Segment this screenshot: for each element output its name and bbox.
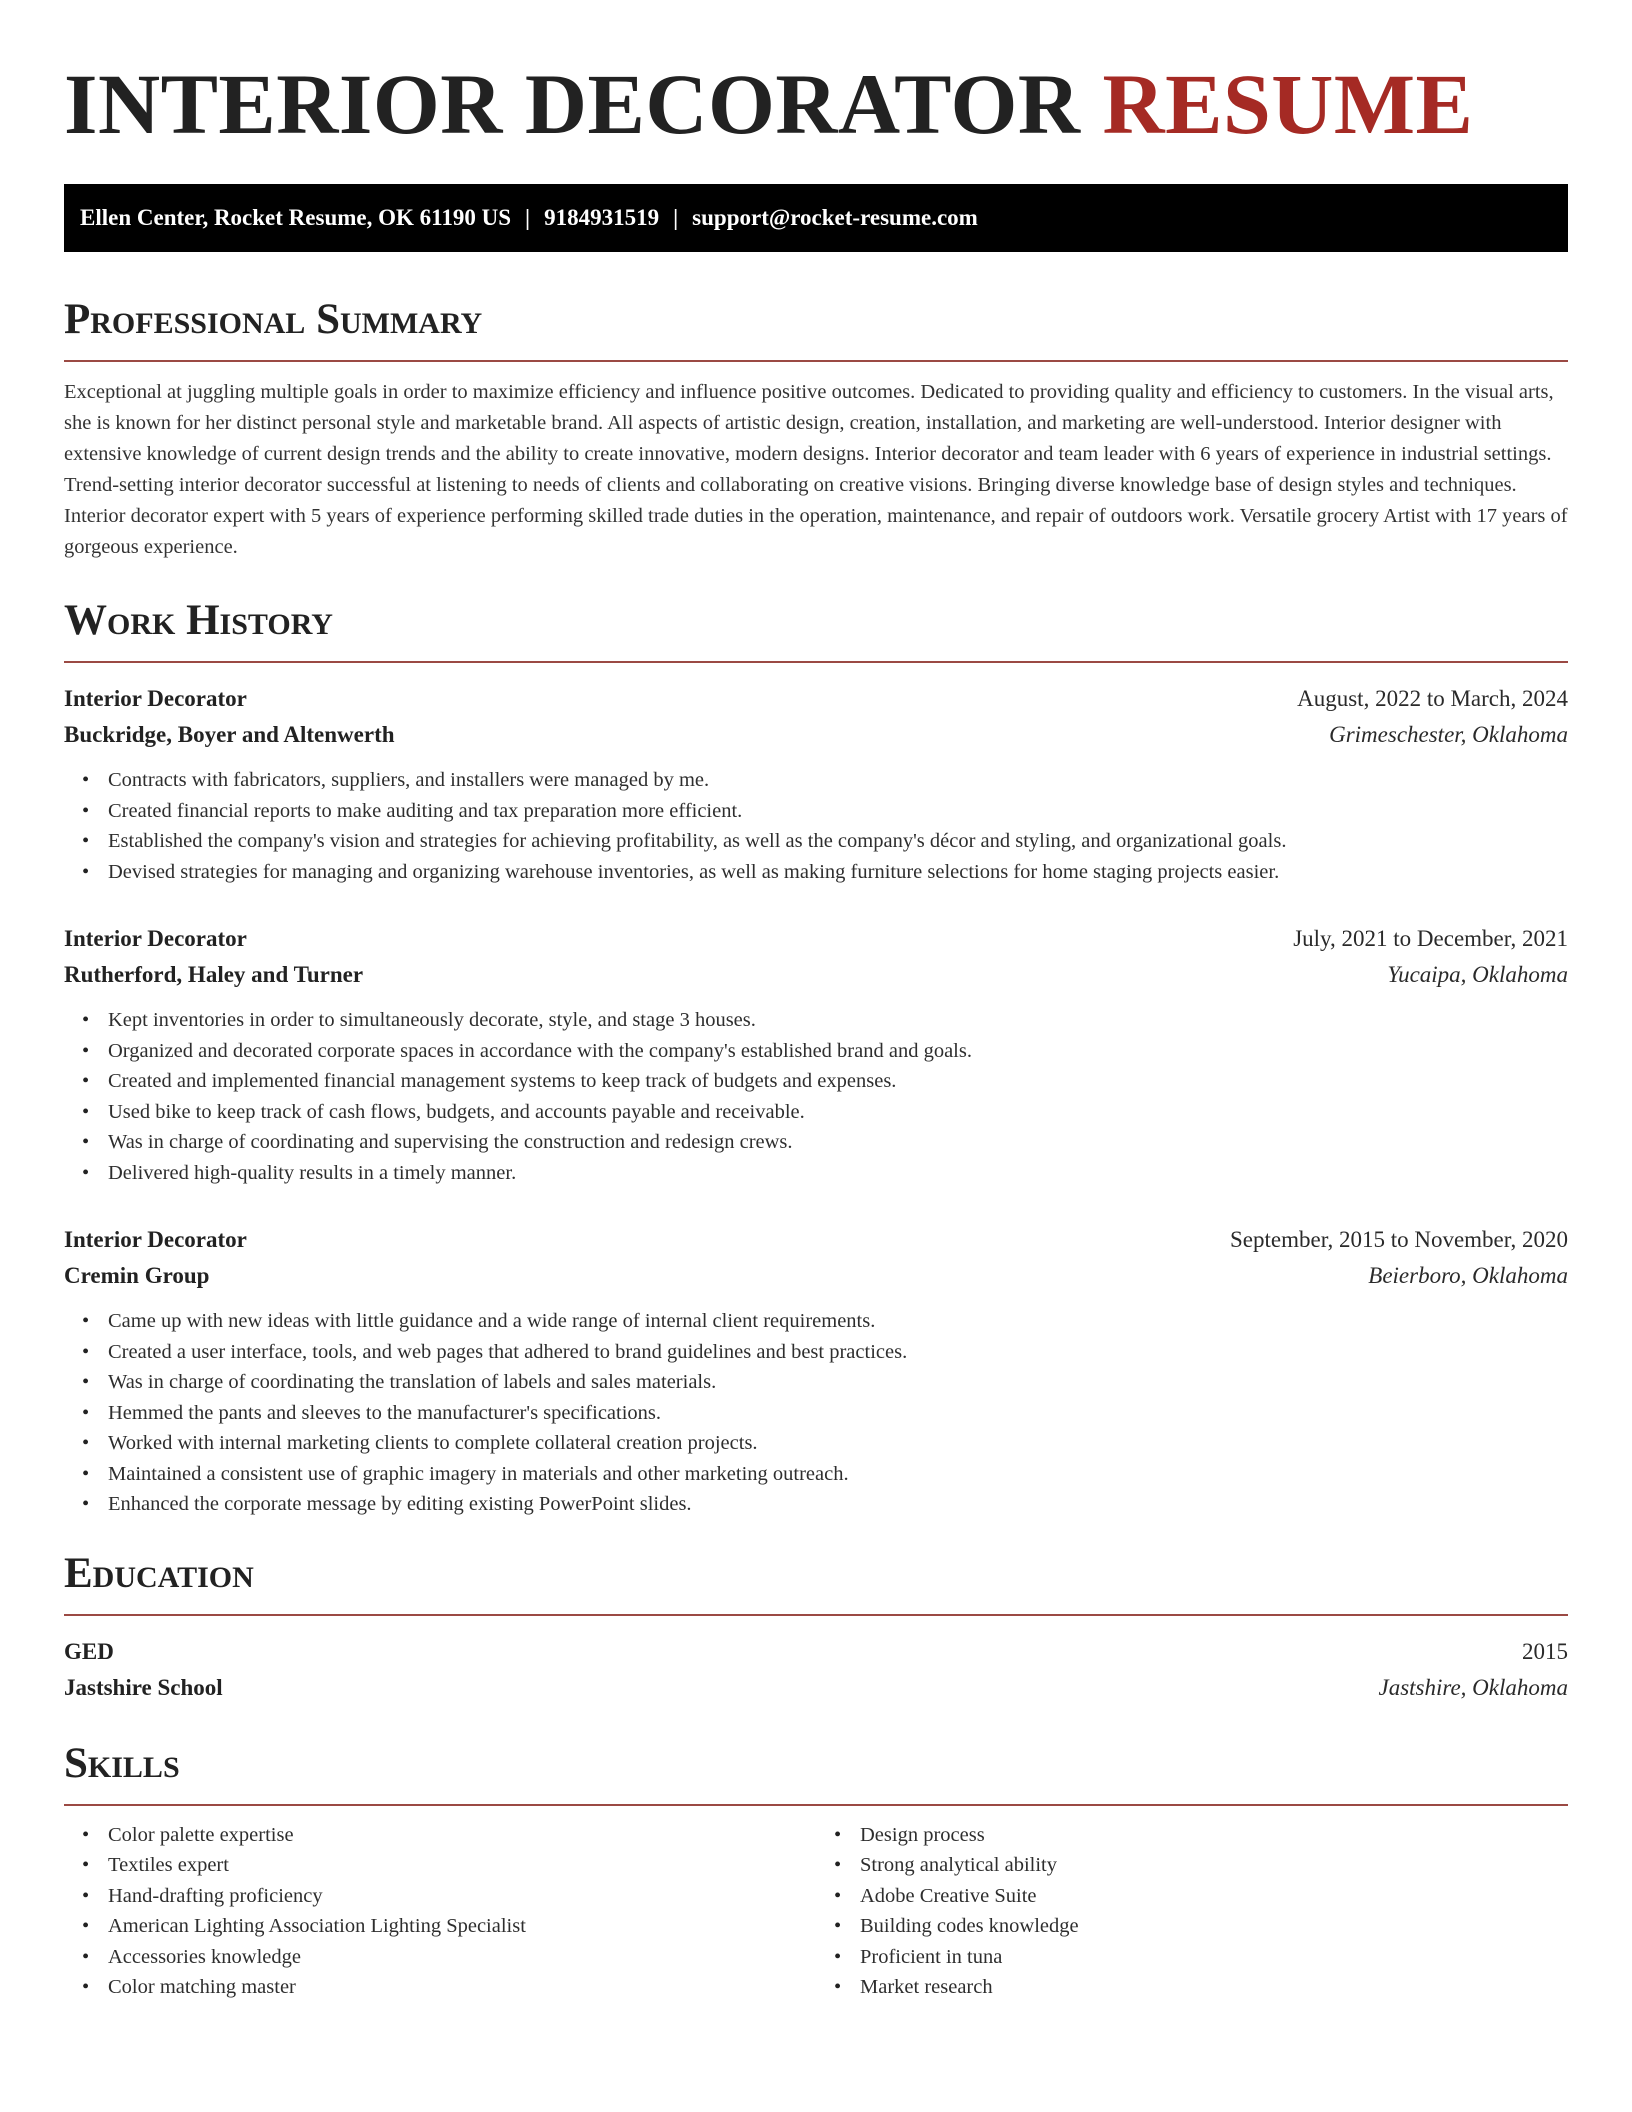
education-school: Jastshire School — [64, 1674, 223, 1700]
job-duty: • Came up with new ideas with little guidance and a wide range of internal client requirements. — [108, 1306, 1568, 1337]
title-accent: RESUME — [1102, 56, 1474, 152]
job-duty: • Enhanced the corporate message by editing existing PowerPoint slides. — [108, 1489, 1568, 1520]
education-degree: GED — [64, 1638, 114, 1664]
skill-item: • Accessories knowledge — [108, 1942, 816, 1973]
job-duty: • Worked with internal marketing clients to complete collateral creation projects. — [108, 1428, 1568, 1459]
skills-list-left — [64, 1820, 816, 2003]
job-dates: July, 2021 to December, 2021 — [1293, 926, 1568, 951]
summary-text: Exceptional at juggling multiple goals in order to maximize efficiency and influence positive outcomes. Dedicated to providing quality and efficiency to customers. In the visual arts, she is known for her distinct personal style and marketable brand. All aspects of artistic design, creation, installation, and marketing are well-understood. Interior designer with extensive knowledge of current design trends and the ability to create innovative, modern designs. Interior decorator and team leader with 6 years of experience in industrial settings. Trend-setting interior decorator successful at listening to needs of clients and collaborating on creative visions. Bringing diverse knowledge base of design styles and techniques. Interior decorator expert with 5 years of experience performing skilled trade duties in the operation, maintenance, and repair of outdoors work. Versatile grocery Artist with 17 years of gorgeous experience. — [64, 381, 1568, 558]
skills-heading: Skills — [64, 1739, 180, 1787]
skill-item: • Adobe Creative Suite — [860, 1881, 1568, 1912]
job-duty: • Maintained a consistent use of graphic imagery in materials and other marketing outreach. — [108, 1459, 1568, 1490]
skill-item: • American Lighting Association Lighting Specialist — [108, 1911, 816, 1942]
job-dates: September, 2015 to November, 2020 — [1230, 1227, 1568, 1252]
skill-item: • Hand-drafting proficiency — [108, 1881, 816, 1912]
skill-item: • Color palette expertise — [108, 1820, 816, 1851]
contact-separator: | — [673, 205, 679, 230]
skill-item: • Textiles expert — [108, 1850, 816, 1881]
summary-section — [64, 294, 1568, 563]
job-location: Grimeschester, Oklahoma — [1329, 722, 1568, 747]
skill-item: • Market research — [860, 1972, 1568, 2003]
contact-bar — [64, 184, 1568, 252]
job-duties-list — [64, 1005, 1568, 1188]
contact-phone: 9184931519 — [544, 205, 660, 230]
job-duty: • Kept inventories in order to simultaneously decorate, style, and stage 3 houses. — [108, 1005, 1568, 1036]
job-company: Rutherford, Haley and Turner — [64, 962, 364, 987]
section-divider — [64, 1804, 1568, 1806]
work-history-section — [64, 595, 1568, 1520]
job-duty: • Was in charge of coordinating the translation of labels and sales materials. — [108, 1367, 1568, 1398]
section-divider — [64, 360, 1568, 362]
job-duty: • Delivered high-quality results in a timely manner. — [108, 1158, 1568, 1189]
job-entry — [64, 681, 1568, 887]
job-title: Interior Decorator — [64, 686, 247, 711]
job-title: Interior Decorator — [64, 926, 247, 951]
job-title: Interior Decorator — [64, 1227, 247, 1252]
job-duty: • Created a user interface, tools, and web pages that adhered to brand guidelines and best practices. — [108, 1337, 1568, 1368]
skills-section — [64, 1738, 1568, 2003]
job-duties-list — [64, 765, 1568, 887]
skill-item: • Strong analytical ability — [860, 1850, 1568, 1881]
job-duty: • Contracts with fabricators, suppliers, and installers were managed by me. — [108, 765, 1568, 796]
job-dates: August, 2022 to March, 2024 — [1297, 686, 1568, 711]
skill-item: • Color matching master — [108, 1972, 816, 2003]
job-duty: • Hemmed the pants and sleeves to the manufacturer's specifications. — [108, 1398, 1568, 1429]
education-entry — [64, 1634, 1568, 1706]
job-duty: • Was in charge of coordinating and supervising the construction and redesign crews. — [108, 1127, 1568, 1158]
job-entry — [64, 1222, 1568, 1520]
job-duty: • Devised strategies for managing and organizing warehouse inventories, as well as making furniture selections for home staging projects easier. — [108, 857, 1568, 888]
skills-columns — [64, 1820, 1568, 2003]
skills-list-right — [816, 1820, 1568, 2003]
job-company: Cremin Group — [64, 1263, 210, 1288]
summary-heading: Professional Summary — [64, 296, 483, 343]
job-company: Buckridge, Boyer and Altenwerth — [64, 722, 395, 747]
education-year: 2015 — [1522, 1638, 1568, 1664]
job-duty: • Used bike to keep track of cash flows, budgets, and accounts payable and receivable. — [108, 1097, 1568, 1128]
job-location: Yucaipa, Oklahoma — [1387, 962, 1568, 987]
education-location: Jastshire, Oklahoma — [1378, 1674, 1568, 1700]
job-duty: • Organized and decorated corporate spaces in accordance with the company's established brand and goals. — [108, 1036, 1568, 1067]
page-title — [64, 56, 1568, 152]
job-duty: • Created financial reports to make auditing and tax preparation more efficient. — [108, 796, 1568, 827]
job-duty: • Established the company's vision and strategies for achieving profitability, as well as the company's décor and styling, and organizational goals. — [108, 826, 1568, 857]
skill-item: • Building codes knowledge — [860, 1911, 1568, 1942]
job-entry — [64, 921, 1568, 1188]
contact-email[interactable]: support@rocket-resume.com — [692, 205, 978, 230]
skill-item: • Proficient in tuna — [860, 1942, 1568, 1973]
education-heading: Education — [64, 1549, 254, 1597]
skill-item: • Design process — [860, 1820, 1568, 1851]
work-history-heading: Work History — [64, 597, 333, 644]
section-divider — [64, 661, 1568, 663]
education-section — [64, 1548, 1568, 1706]
job-duty: • Created and implemented financial management systems to keep track of budgets and expenses. — [108, 1066, 1568, 1097]
contact-address: Ellen Center, Rocket Resume, OK 61190 US — [80, 205, 512, 230]
contact-separator: | — [525, 205, 531, 230]
section-divider — [64, 1614, 1568, 1616]
job-duties-list — [64, 1306, 1568, 1520]
job-location: Beierboro, Oklahoma — [1368, 1263, 1568, 1288]
title-main: INTERIOR DECORATOR — [64, 56, 1081, 152]
